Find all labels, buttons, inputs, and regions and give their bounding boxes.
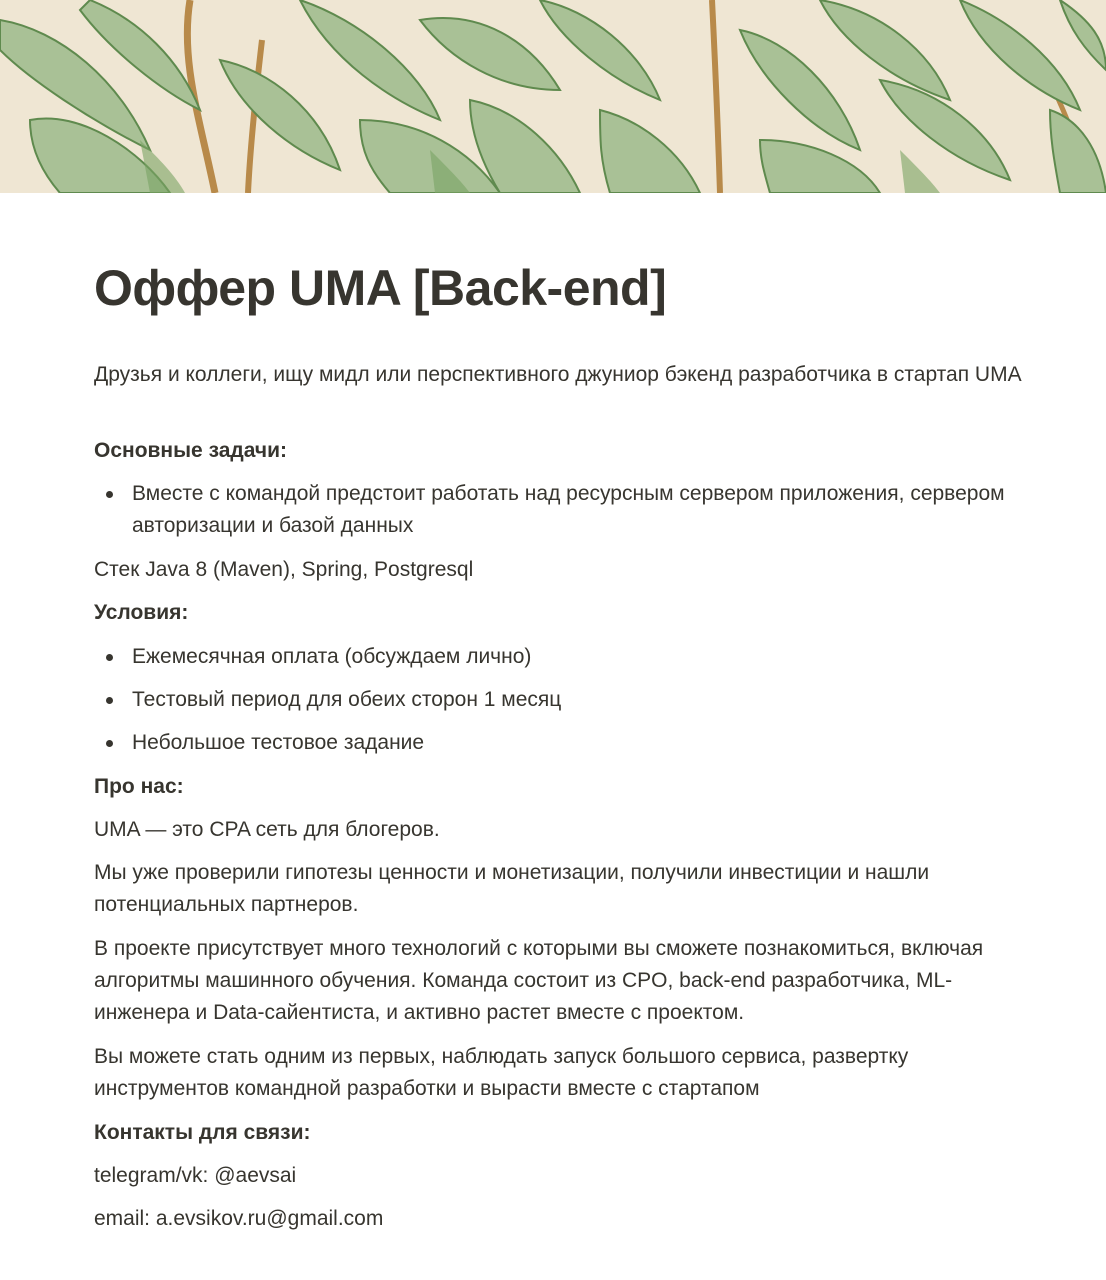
conditions-heading: Условия: <box>94 601 189 624</box>
list-item-text: Тестовый период для обеих сторон 1 месяц <box>132 688 562 711</box>
about-paragraph-3: В проекте присутствует много технологий с которыми вы сможете познакомиться, включая алгоритмы машинного обучения. Команда состоит из CPO, back-end разработчика, ML-инженера и Data-сайентиста, и активно растет вместе с проектом. <box>94 937 984 1024</box>
about-paragraph-2: Мы уже проверили гипотезы ценности и монетизации, получили инвестиции и нашли потенциальных партнеров. <box>94 861 930 916</box>
bullet-icon <box>106 491 113 498</box>
contact-telegram: telegram/vk: @aevsai <box>94 1164 297 1187</box>
contact-email: email: a.evsikov.ru@gmail.com <box>94 1207 384 1230</box>
list-item-text: Небольшое тестовое задание <box>132 731 425 754</box>
bullet-icon <box>106 740 113 747</box>
bullet-icon <box>106 697 113 704</box>
list-item-text: Вместе с командой предстоит работать над ресурсным сервером приложения, сервером авторизации и базой данных <box>132 482 1005 537</box>
tasks-heading: Основные задачи: <box>94 439 287 462</box>
list-item <box>94 478 1024 542</box>
list-item <box>94 684 1024 716</box>
list-item <box>94 727 1024 759</box>
page-title: Оффер UMA [Back-end] <box>94 260 667 316</box>
list-item <box>94 641 1024 673</box>
cover-image <box>0 0 1106 193</box>
bullet-icon <box>106 654 113 661</box>
about-paragraph-4: Вы можете стать одним из первых, наблюдать запуск большого сервиса, развертку инструментов командной разработки и вырасти вместе с стартапом <box>94 1045 909 1100</box>
intro-paragraph: Друзья и коллеги, ищу мидл или перспективного джуниор бэкенд разработчика в стартап UMA <box>94 363 1022 386</box>
contacts-heading: Контакты для связи: <box>94 1121 311 1144</box>
list-item-text: Ежемесячная оплата (обсуждаем лично) <box>132 645 532 668</box>
about-paragraph-1: UMA — это CPA сеть для блогеров. <box>94 818 440 841</box>
stack-paragraph: Стек Java 8 (Maven), Spring, Postgresql <box>94 558 474 581</box>
about-heading: Про нас: <box>94 775 184 798</box>
willow-leaf-pattern <box>0 0 1106 193</box>
